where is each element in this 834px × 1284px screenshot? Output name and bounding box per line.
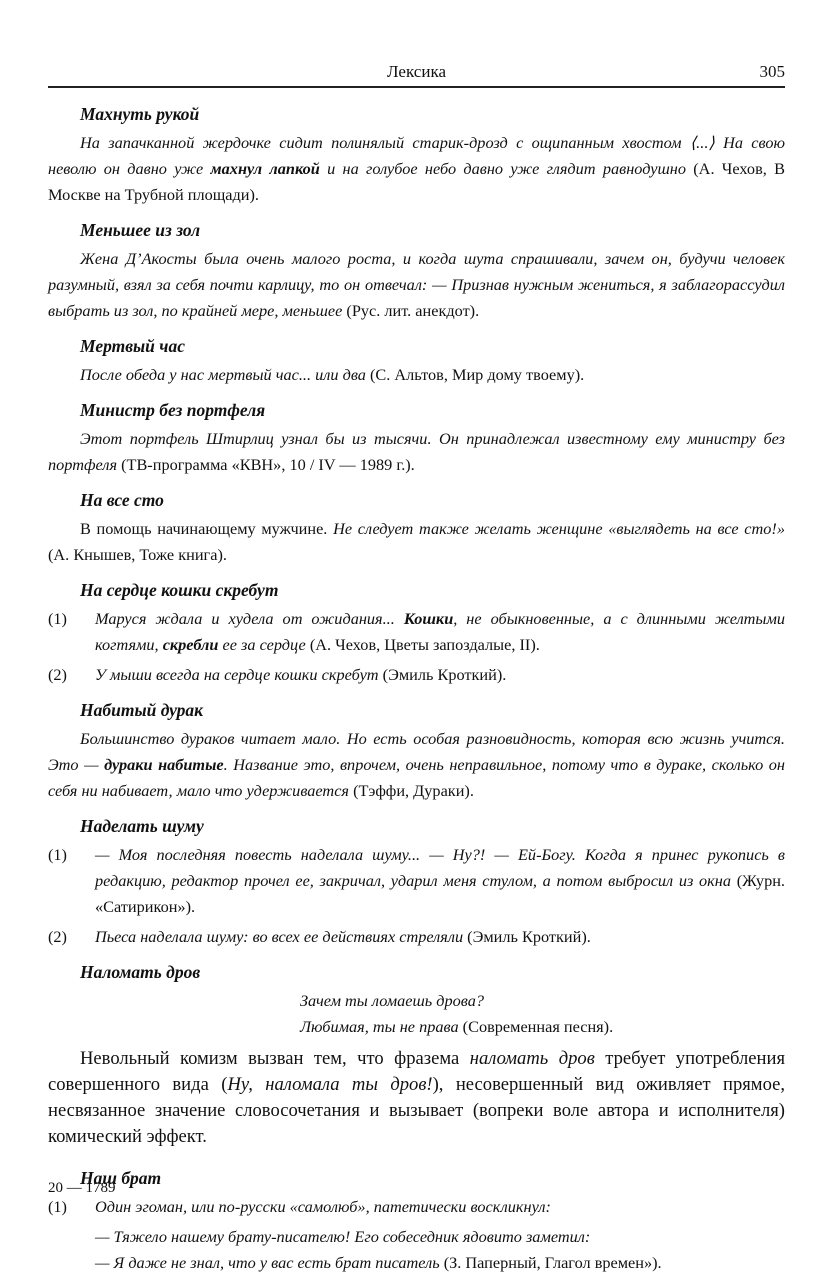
running-header (48, 60, 785, 88)
dictionary-entry (48, 1164, 785, 1276)
quotation-text: — Тяжело нашему брату-писателю! Его собеседник ядовито заметил: (95, 1227, 591, 1246)
highlighted-phrase: скребли (162, 635, 219, 654)
source-text: (Рус. лит. анекдот). (342, 301, 480, 320)
running-title: Лексика (387, 62, 446, 81)
quotation-text: и на голубое небо давно уже глядит равнодушно (319, 159, 686, 178)
dictionary-entry (48, 100, 785, 208)
entry-heading: Министр без портфеля (80, 400, 266, 420)
dictionary-entry (48, 332, 785, 388)
source-text: Невольный комизм вызван тем, что фразема (80, 1048, 470, 1069)
quotation-text: , не обыкновенные, а с длинными желтыми когтями, (95, 609, 785, 654)
dictionary-entry (48, 216, 785, 324)
quotation-text: ее за сердце (218, 635, 306, 654)
quotation-text: . Название это, впрочем, очень неправильное, потому что в дураке, сколько он себя ни набивает, мало что удерживается (48, 755, 785, 800)
paragraph (48, 130, 785, 208)
verse-line (48, 988, 785, 1014)
entry-heading: Мертвый час (80, 336, 185, 356)
source-text: (С. Альтов, Мир дому твоему). (365, 365, 585, 384)
quotation-text: После обеда у нас мертвый час... или два (80, 365, 366, 384)
source-text: требует употребления совершенного вида ( (48, 1048, 785, 1095)
source-text: (З. Паперный, Глагол времен»). (439, 1253, 662, 1272)
entry-heading: На все сто (80, 490, 164, 510)
dictionary-entry (48, 696, 785, 804)
entry-heading: Махнуть рукой (80, 104, 200, 124)
highlighted-phrase: махнул лапкой (210, 159, 320, 178)
source-text: (Тэффи, Дураки). (349, 781, 474, 800)
dictionary-entry (48, 486, 785, 568)
paragraph (48, 1046, 785, 1150)
quotation-text: Маруся ждала и худела от ожидания... (95, 609, 404, 628)
quotation-text: Любимая, ты не права (300, 1017, 459, 1036)
example-number: (1) (48, 1197, 67, 1216)
quotation-text: Пьеса наделала шуму: во всех ее действиях стреляли (95, 927, 464, 946)
page-number: 305 (759, 62, 785, 81)
source-text: (А. Кнышев, Тоже книга). (48, 545, 227, 564)
entry-heading: Меньшее из зол (80, 220, 201, 240)
example-number: (2) (48, 927, 67, 946)
quotation-text: — Я даже не знал, что у вас есть брат писатель (95, 1253, 440, 1272)
quotation-text: наломать дров (469, 1048, 595, 1069)
paragraph (48, 726, 785, 804)
verse-line (48, 1014, 785, 1040)
highlighted-phrase: Кошки (403, 609, 454, 628)
example-number: (2) (48, 665, 67, 684)
entry-heading: Набитый дурак (80, 700, 204, 720)
quotation-text: Большинство дураков читает мало. Но есть особая разновидность, которая всю жизнь учится. Это — (48, 729, 785, 774)
entry-heading: На сердце кошки скребут (80, 580, 279, 600)
source-text: (Журн. «Сатирикон»). (95, 871, 785, 916)
quotation-text: Ну, наломала ты дров! (227, 1074, 433, 1095)
quotation-text: — Моя последняя повесть наделала шуму... — Ну?! — Ей-Богу. Когда я принес рукопись в редакцию, редактор прочел ее, закричал, ударил меня стулом, а потом выбросил из окна (95, 845, 785, 890)
paragraph (48, 516, 785, 568)
page-body (48, 100, 785, 1284)
numbered-example (48, 662, 785, 688)
quotation-text: Один эгоман, или по-русски «самолюб», патетически воскликнул: (95, 1197, 551, 1216)
source-text: (Эмиль Кроткий). (378, 665, 507, 684)
numbered-example (48, 1194, 785, 1220)
example-number: (1) (48, 609, 67, 628)
example-number: (1) (48, 845, 67, 864)
dialogue-line (48, 1250, 785, 1276)
entry-heading: Наделать шуму (80, 816, 204, 836)
paragraph (48, 246, 785, 324)
source-text: (Эмиль Кроткий). (463, 927, 591, 946)
source-text: ), несовершенный вид оживляет прямое, несвязанное значение словосочетания и вызывает (вопреки воле автора и исполнителя) комический эффект. (48, 1074, 785, 1147)
source-text: В помощь начинающему мужчине. (80, 519, 334, 538)
dictionary-entry (48, 396, 785, 478)
source-text: (А. Чехов, Цветы запоздалые, II). (305, 635, 540, 654)
quotation-text: Не следует также желать женщине «выглядеть на все сто!» (333, 519, 785, 538)
dictionary-entry (48, 576, 785, 688)
quotation-text: Зачем ты ломаешь дрова? (300, 991, 484, 1010)
source-text: (Современная песня). (458, 1017, 614, 1036)
numbered-example (48, 924, 785, 950)
entry-heading: Наш брат (80, 1168, 162, 1188)
quotation-text: На запачканной жердочке сидит полинялый старик-дрозд с ощипанным хвостом ⟨...⟩ На свою неволю он давно уже (48, 133, 785, 178)
numbered-example (48, 842, 785, 920)
quotation-text: Жена Д’Акосты была очень малого роста, и когда шута спрашивали, зачем он, будучи человек разумный, взял за себя почти карлицу, то он отвечал: — Признав нужным жениться, я заблагорассудил выбрать из зол, по крайней мере, меньшее (48, 249, 785, 320)
paragraph (48, 362, 785, 388)
source-text: (А. Чехов, В Москве на Трубной площади). (48, 159, 785, 204)
entry-heading: Наломать дров (80, 962, 201, 982)
dictionary-entry (48, 958, 785, 1150)
quotation-text: Этот портфель Штирлиц узнал бы из тысячи. Он принадлежал известному ему министру без портфеля (48, 429, 785, 474)
printer-signature: 20 — 1789 (48, 1180, 116, 1196)
dialogue-line (48, 1224, 785, 1250)
paragraph (48, 426, 785, 478)
source-text: (ТВ-программа «КВН», 10 / IV — 1989 г.). (117, 455, 415, 474)
dictionary-entry (48, 812, 785, 950)
highlighted-phrase: дураки набитые (104, 755, 224, 774)
quotation-text: У мыши всегда на сердце кошки скребут (95, 665, 379, 684)
numbered-example (48, 606, 785, 658)
